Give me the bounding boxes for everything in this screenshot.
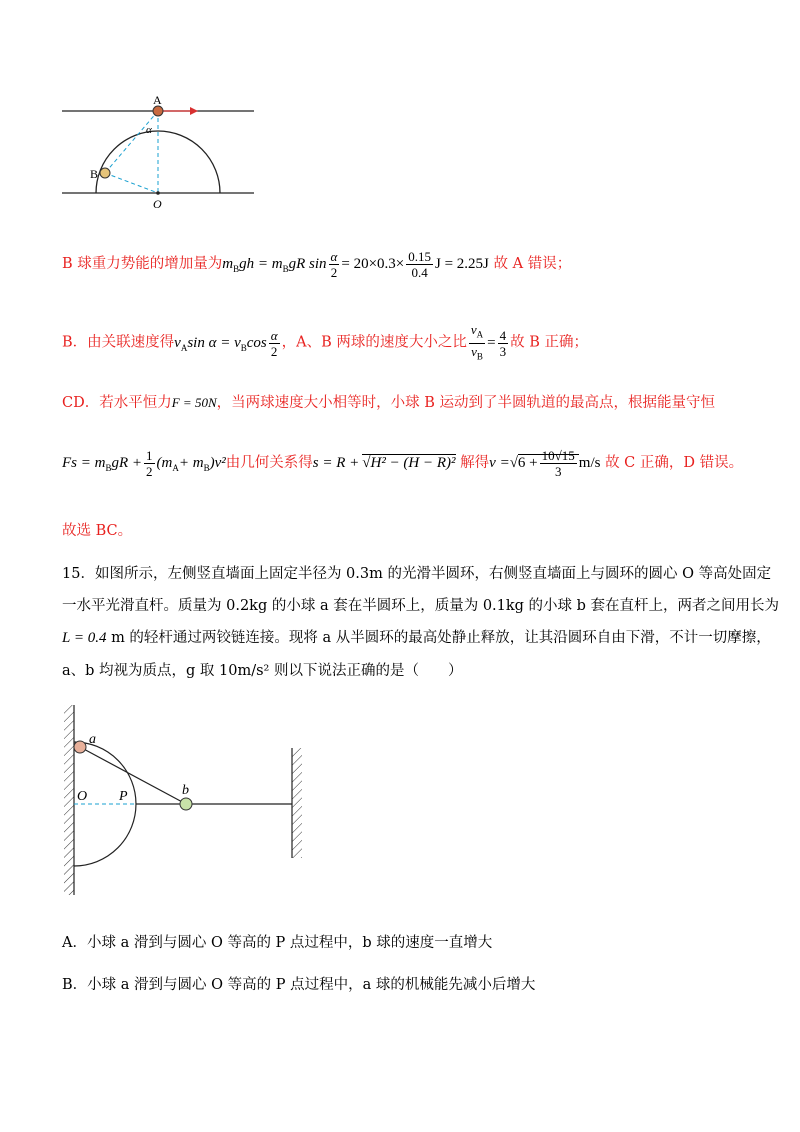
question-line-1: 15．如图所示，左侧竖直墙面上固定半径为 0.3m 的光滑半圆环，右侧竖直墙面上与圆环的圆心 O 等高处固定 — [62, 566, 772, 582]
label-o: O — [153, 197, 162, 211]
label-b: B — [90, 167, 99, 181]
solution-line-4 — [62, 448, 743, 479]
dashed-ab — [105, 111, 158, 173]
solution-line-2 — [62, 322, 588, 364]
ball-b — [180, 798, 192, 810]
figure-2-diagram — [60, 700, 320, 900]
ball-a — [74, 741, 86, 753]
line4-geo: 由几何关系得 — [225, 454, 313, 471]
question-line-3-text: m 的轻杆通过两铰链连接。现将 a 从半圆环的最高处静止释放，让其沿圆环自由下滑，不计一切摩擦， — [111, 630, 771, 646]
line2-suffix: 故 B 正确； — [510, 334, 588, 351]
figure-1-diagram — [58, 92, 258, 217]
line4-s: s = R + √H² − (H − R)² — [312, 454, 456, 471]
option-a: A．小球 a 滑到与圆心 O 等高的 P 点过程中，b 球的速度一直增大 — [62, 935, 493, 951]
label-p: P — [119, 789, 128, 804]
question-line-4: a、b 均视为质点，g 取 10m/s² 则以下说法正确的是（ ） — [62, 663, 463, 679]
dashed-bo — [105, 173, 158, 193]
right-wall — [292, 748, 302, 858]
ball-b — [100, 168, 110, 178]
point-o — [156, 191, 160, 195]
line2-formula: $v_A\sin$ $\alpha = v_B\cos$ $\frac{\alpha}{2}$ — [174, 327, 278, 359]
left-wall — [64, 705, 74, 895]
line1-suffix: 故 A 错误； — [493, 255, 572, 272]
line4-solve: 解得 — [460, 454, 490, 471]
label-a: A — [153, 93, 162, 107]
solution-line-3 — [62, 393, 715, 413]
line3-formula: F = 50N — [171, 395, 217, 410]
light-rod — [80, 747, 186, 804]
conclusion: 故选 BC。 — [62, 523, 133, 539]
question-line-3 — [62, 628, 771, 648]
solution-line-1 — [62, 249, 571, 280]
line4-suffix: 故 C 正确，D 错误。 — [605, 454, 744, 471]
line2-prefix: B．由关联速度得 — [62, 334, 175, 351]
line4-v: v =√6 + $\frac{10√15}{3}$ m/s — [489, 448, 601, 479]
line2-ratio: $\frac{v_A}{v_B}$ = $\frac{4}{3}$ — [470, 322, 507, 362]
question-formula-l: L = 0.4 — [62, 630, 107, 646]
label-b: b — [182, 783, 189, 798]
line2-mid: ，A、B 两球的速度大小之比 — [281, 334, 467, 351]
label-o: O — [77, 789, 88, 804]
option-b: B．小球 a 滑到与圆心 O 等高的 P 点过程中，a 球的机械能先减小后增大 — [62, 977, 536, 993]
line3-suffix: ，当两球速度大小相等时，小球 B 运动到了半圆轨道的最高点，根据能量守恒 — [216, 395, 715, 411]
label-alpha: α — [146, 124, 152, 136]
line4-formula: $Fs = m_BgR$ + $\frac{1}{2}$ $(m_A+ m_B)v^2$ — [62, 448, 226, 479]
question-line-2: 一水平光滑直杆。质量为 0.2kg 的小球 a 套在半圆环上，质量为 0.1kg 的小球 b 套在直杆上，两者之间用长为 — [62, 598, 780, 614]
ball-a — [153, 106, 163, 116]
label-a: a — [89, 732, 96, 747]
line1-formula: $m_Bgh = m_BgR$ sin $\frac{\alpha}{2}$ = 20×0.3× $\frac{0.15}{0.4}$ J = 2.25J — [222, 249, 489, 280]
line1-prefix: B 球重力势能的增加量为 — [62, 255, 223, 272]
line3-prefix: CD．若水平恒力 — [62, 395, 172, 411]
